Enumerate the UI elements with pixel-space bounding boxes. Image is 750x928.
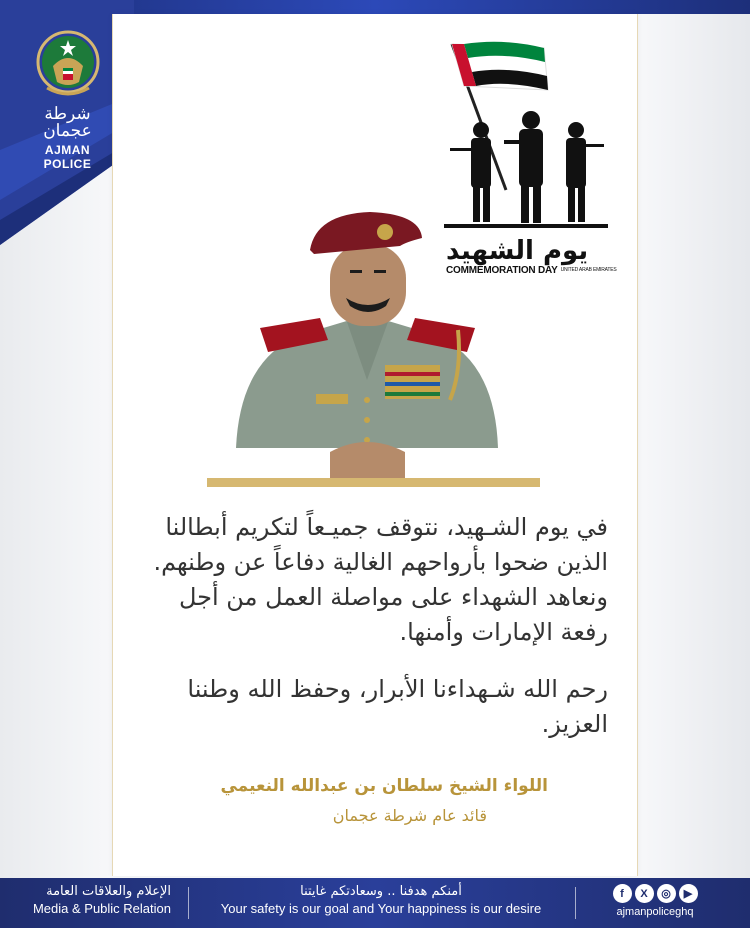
commemoration-message bbox=[140, 510, 608, 764]
logo-arabic-text: شرطة عجمان bbox=[43, 104, 92, 141]
commemoration-english-label: COMMEMORATION DAY bbox=[446, 265, 558, 276]
message-paragraph-1: في يوم الشـهيد، نتوقف جميـعاً لتكريم أبطالنا الذين ضحوا بأرواحهم الغالية دفاعاً عن وطنهم. ونعاهد الشهداء على مواصلة العمل من أجل رفعة الإمارات وأمنها. bbox=[153, 513, 608, 646]
card-border-right bbox=[637, 14, 638, 876]
commemoration-subtitle: UNITED ARAB EMIRATES bbox=[560, 267, 617, 274]
department-arabic: الإعلام والعلاقات العامة bbox=[46, 884, 171, 899]
logo-english-text: AJMAN POLICE bbox=[43, 143, 92, 171]
slogan-arabic: أمنكم هدفنا .. وسعادتكم غايتنا bbox=[300, 884, 462, 899]
commander-portrait bbox=[230, 210, 505, 480]
social-handle[interactable]: ajmanpoliceghq bbox=[616, 906, 694, 918]
x-icon[interactable]: X bbox=[635, 884, 654, 903]
footer bbox=[0, 878, 750, 928]
signature-name: اللواء الشيخ سلطان بن عبدالله النعيمي bbox=[220, 776, 548, 796]
commemoration-arabic-title: يوم الشهيد bbox=[446, 236, 589, 266]
footer-divider bbox=[188, 887, 189, 919]
youtube-icon[interactable]: ▶ bbox=[679, 884, 698, 903]
social-icons bbox=[580, 884, 730, 903]
slogan-english: Your safety is our goal and Your happiness is our desire bbox=[220, 901, 542, 916]
department-english: Media & Public Relation bbox=[32, 901, 171, 916]
police-emblem-icon bbox=[35, 30, 101, 102]
footer-slogan bbox=[200, 884, 562, 916]
message-paragraph-2: رحم الله شـهداءنا الأبرار، وحفظ الله وطننا العزيز. bbox=[187, 675, 608, 738]
portrait-shelf bbox=[207, 478, 540, 487]
footer-social bbox=[580, 884, 730, 918]
footer-divider bbox=[575, 887, 576, 919]
footer-department bbox=[26, 884, 171, 916]
instagram-icon[interactable]: ◎ bbox=[657, 884, 676, 903]
card-border-left bbox=[112, 14, 113, 876]
signature-title: قائد عام شرطة عجمان bbox=[332, 806, 487, 825]
facebook-icon[interactable]: f bbox=[613, 884, 632, 903]
ajman-police-logo bbox=[20, 30, 115, 171]
